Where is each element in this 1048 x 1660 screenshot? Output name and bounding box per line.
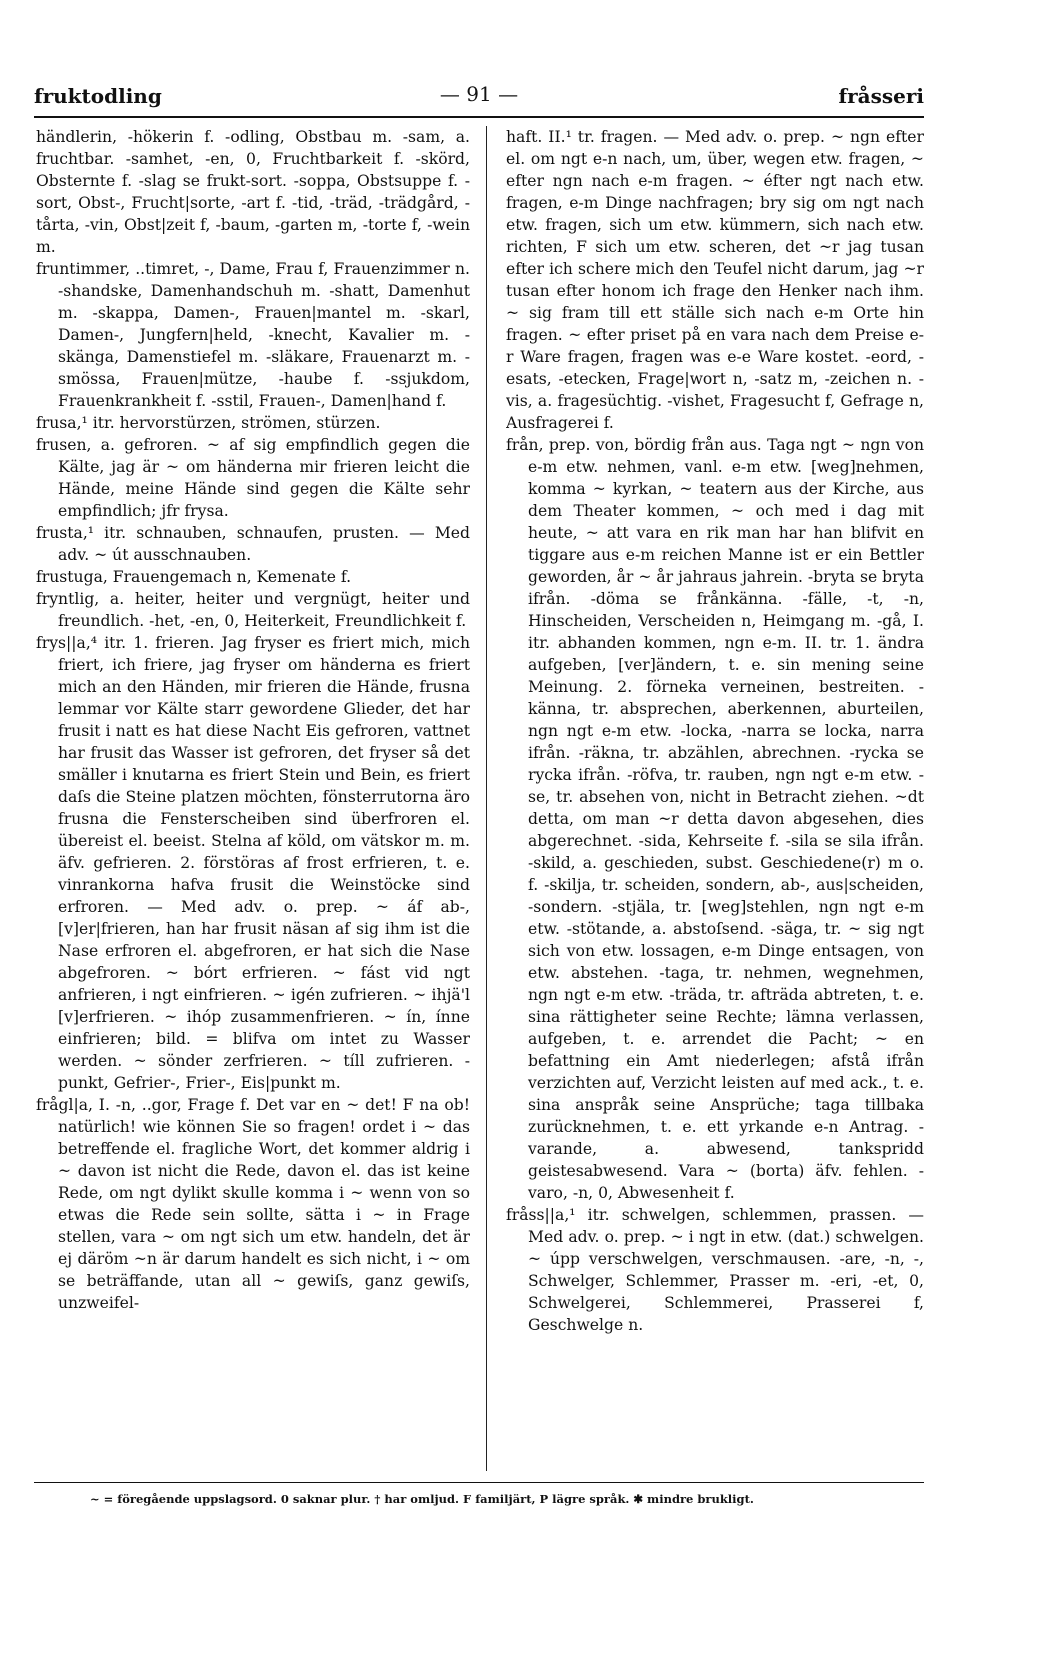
entry-fryntlig: fryntlig, a. heiter, heiter und vergnügt, heiter und freundlich. -het, -en, 0, Heiterkeit, Freundlichkeit f. (36, 590, 470, 630)
running-header (34, 80, 924, 114)
footer-rule (34, 1482, 924, 1483)
entry-frusta: frusta,¹ itr. schnauben, schnaufen, prusten. — Med adv. ~ út ausschnauben. (36, 524, 470, 564)
entry-continuation: händlerin, -hökerin f. -odling, Obstbau m. -sam, a. fruchtbar. -samhet, -en, 0, Fruchtbarkeit f. -skörd, Obsternte f. -slag se frukt-sort. -soppa, Obstsuppe f. -sort, Obst-, Frucht|sorte, -art f. -tid, -träd, -trädgård, -tårta, -vin, Obst|zeit f, -baum, -garten m, -torte f, -wein m. (36, 128, 470, 256)
right-column (506, 126, 924, 1471)
column-divider (486, 126, 487, 1471)
entry-frusa: frusa,¹ itr. hervorstürzen, strömen, stürzen. (36, 414, 381, 432)
entry-frysa: frys||a,⁴ itr. 1. frieren. Jag fryser es friert mich, mich friert, ich friere, jag fryser om händerna es friert mich an den Händen, mir frieren die Hände, frusna lemmar vor Kälte starr gewordene Glieder, det har frusit i natt es hat diese Nacht Eis gefroren, vattnet har frusit das Wasser ist gefroren, det fryser så det smäller i knutarna es friert Stein und Bein, es friert daſs die Steine platzen möchten, fönsterrutorna äro frusna die Fensterscheiben sind überfroren el. übereist el. beeist. Stelna af köld, om vätskor m. m. äfv. gefrieren. 2. förstöras af frost erfrieren, t. e. vinrankorna hafva frusit die Weinstöcke sind erfroren. — Med adv. o. prep. ~ áf ab-, [v]er|frieren, han har frusit näsan af sig ihm ist die Nase erfroren el. abgefroren, er hat sich die Nase abgefroren. ~ bórt erfrieren. ~ fást vid ngt anfrieren, i ngt einfrieren. ~ igén zufrieren. ~ ihjä'l [v]erfrieren. ~ ihóp zusammenfrieren. ~ ín, ínne einfrieren; bild. = blifva om intet zu Wasser werden. ~ sönder zerfrieren. ~ tíll zufrieren. -punkt, Gefrier-, Frier-, Eis|punkt m. (36, 634, 470, 1092)
entry-frustuga: frustuga, Frauengemach n, Kemenate f. (36, 568, 352, 586)
entry-frassa: fråss||a,¹ itr. schwelgen, schlemmen, prassen. — Med adv. o. prep. ~ i ngt in etw. (dat.) schwelgen. ~ úpp verschwelgen, verschmausen. -are, -n, -, Schwelger, Schlemmer, Prasser m. -eri, -et, 0, Schwelgerei, Schlemmerei, Prasserei f, Geschwelge n. (506, 1206, 924, 1334)
entry-frusen: frusen, a. gefroren. ~ af sig empfindlich gegen die Kälte, jag är ~ om händerna mir frieren leicht die Hände, meine Hände sind gegen die Kälte sehr empfindlich; jfr frysa. (36, 436, 470, 520)
entry-fraga: frågl|a, I. -n, ..gor, Frage f. Det var en ~ det! F na ob! natürlich! wie können Sie so fragen! ordet i ~ das betreffende el. fragliche Wort, det kommer aldrig i ~ davon ist nicht die Rede, davon el. das ist keine Rede, om ngt dylikt skulle komma i ~ wenn von so etwas die Rede sein sollte, sätta i ~ in Frage stellen, vara ~ om ngt sich um etw. handeln, det är ej däröm ~n är darum handelt es sich nicht, i ~ om se beträffande, utan all ~ gewiſs, ganz gewiſs, unzweifel- (36, 1096, 470, 1312)
left-column (36, 126, 470, 1471)
abbreviation-legend: ~ = föregående uppslagsord. 0 saknar plur. † har omljud. F familjärt, P lägre språk. ✱ mindre brukligt. (90, 1492, 754, 1506)
header-rule (34, 116, 924, 118)
entry-fran: från, prep. von, bördig från aus. Taga ngt ~ ngn von e-m etw. nehmen, vanl. e-m etw. [weg]nehmen, komma ~ kyrkan, ~ teatern aus der Kirche, aus dem Theater kommen, ~ och med i dag mit heute, ~ att vara en rik man har han blifvit en tiggare aus e-m reichen Manne ist er ein Bettler geworden, år ~ år jahraus jahrein. -bryta se bryta ifrån. -döma se frånkänna. -fälle, -t, -n, Hinscheiden, Verscheiden n, Heimgang m. -gå, I. itr. abhanden kommen, ngn e-m. II. tr. 1. ändra aufgeben, [ver]ändern, t. e. sin mening seine Meinung. 2. förneka verneinen, bestreiten. -känna, tr. absprechen, aberkennen, aburteilen, ngn ngt e-m etw. -locka, -narra se locka, narra ifrån. -räkna, tr. abzählen, abrechnen. -rycka se rycka ifrån. -röfva, tr. rauben, ngn ngt e-m etw. -se, tr. absehen von, nicht in Betracht ziehen. ~dt detta, om man ~r detta davon abgesehen, dies abgerechnet. -sida, Kehrseite f. -sila se sila ifrån. -skild, a. geschieden, subst. Geschiedene(r) m o. f. -skilja, tr. scheiden, sondern, ab-, aus|scheiden, -sondern. -stjäla, tr. [weg]stehlen, ngn ngt e-m etw. -stötande, a. abstoſsend. -säga, tr. ~ sig ngt sich von etw. lossagen, e-m Dinge entsagen, von etw. abstehen. -taga, tr. nehmen, wegnehmen, ngn ngt e-m etw. -träda, tr. afträda abtreten, t. e. sina rättigheter seine Rechte; lämna verlassen, aufgeben, t. e. arrendet die Pacht; ~ en befattning ein Amt niederlegen; afstå ifrån verzichten auf, Verzicht leisten auf med ack., t. e. sina anspråk seine Ansprüche; taga tillbaka zurücknehmen, t. e. ett yrkande e-n Antrag. -varande, a. abwesend, tankspridd geistesabwesend. Vara ~ (borta) äfv. fehlen. -varo, -n, 0, Abwesenheit f. (506, 436, 924, 1202)
header-right-word: fråsseri (838, 84, 924, 108)
page-number: — 91 — (439, 82, 519, 106)
header-left-word: fruktodling (34, 84, 162, 108)
entry-continuation-right: haft. II.¹ tr. fragen. — Med adv. o. prep. ~ ngn efter el. om ngt e-n nach, um, über, wegen etw. fragen, ~ efter ngn nach e-m fragen. ~ éfter ngt nach etw. fragen, e-m Dinge nachfragen; bry sig om ngt nach etw. fragen, sich um etw. kümmern, sich nach etw. richten, F sich um etw. scheren, det ~r jag tusan efter ich schere mich den Teufel nicht darum, jag ~r tusan efter honom ich frage den Henker nach ihm. ~ sig fram till ett ställe sich nach e-m Orte hin fragen. ~ efter priset på en vara nach dem Preise e-r Ware fragen, fragen was e-e Ware kostet. -eord, -esats, -etecken, Frage|wort n, -satz m, -zeichen n. -vis, a. fragesüchtig. -vishet, Fragesucht f, Gefrage n, Ausfragerei f. (506, 128, 924, 432)
entry-fruntimmer: fruntimmer, ..timret, -, Dame, Frau f, Frauenzimmer n. -shandske, Damenhandschuh m. -shatt, Damenhut m. -skappa, Damen-, Frauen|mantel m. -skarl, Damen-, Jungfern|held, -knecht, Kavalier m. -skänga, Damenstiefel m. -släkare, Frauenarzt m. -smössa, Frauen|mütze, -haube f. -ssjukdom, Frauenkrankheit f. -sstil, Frauen-, Damen|hand f. (36, 260, 470, 410)
